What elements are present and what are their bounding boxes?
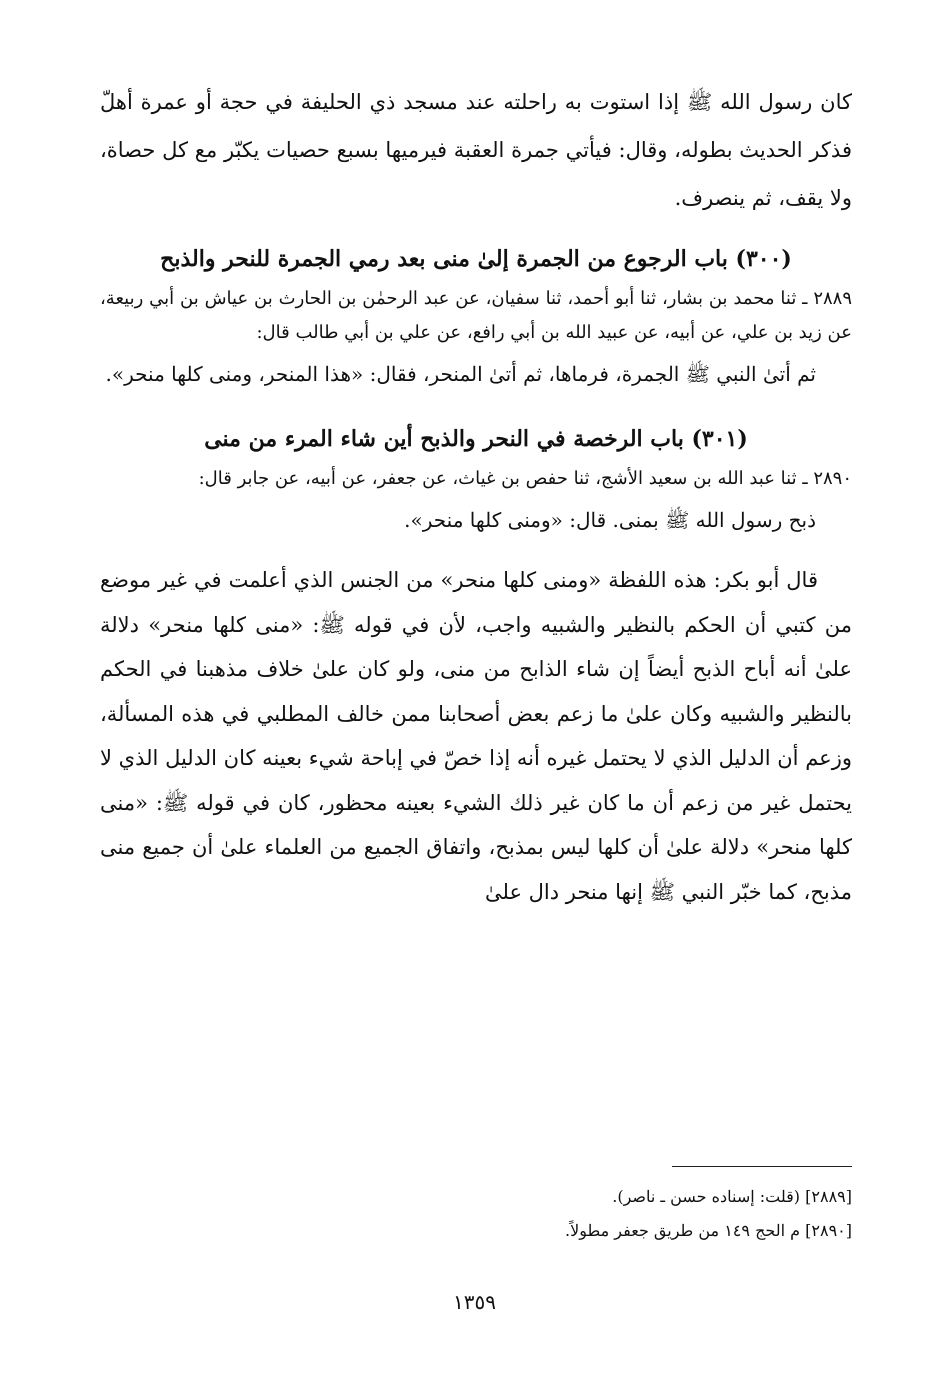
section-300-isnad: ٢٨٨٩ ـ ثنا محمد بن بشار، ثنا أبو أحمد، ثنا سفيان، عن عبد الرحمٰن بن الحارث بن عياش بن أبي ربيعة، عن زيد بن علي، عن أبيه، عن عبيد الله بن أبي رافع، عن علي بن أبي طالب قال: (100, 288, 852, 343)
page-number: ١٣٥٩ (453, 1290, 496, 1314)
footnotes (100, 1180, 852, 1248)
section-301-heading: (٣٠١) باب الرخصة في النحر والذبح أين شاء المرء من منى (204, 426, 748, 452)
section-301-isnad: ٢٨٩٠ ـ ثنا عبد الله بن سعيد الأشج، ثنا حفص بن غياث، عن جعفر، عن أبيه، عن جابر قال: (198, 468, 852, 489)
opening-paragraph: كان رسول الله ﷺ إذا استوت به راحلته عند مسجد ذي الحليفة في حجة أو عمرة أهلّ فذكر الحديث بطوله، وقال: فيأتي جمرة العقبة فيرميها بسبع حصيات يكبّر مع كل حصاة، ولا يقف، ثم ينصرف. (100, 90, 852, 210)
section-301-commentary: قال أبو بكر: هذه اللفظة «ومنى كلها منحر» من الجنس الذي أعلمت في غير موضع من كتبي أن الحكم بالنظير والشبيه واجب، لأن في قوله ﷺ: «منى كلها منحر» دلالة علىٰ أنه أباح الذبح أيضاً إن شاء الذابح من منى، ولو كان علىٰ خلاف مذهبنا في الحكم بالنظير والشبيه وكان علىٰ ما زعم بعض أصحابنا ممن خالف المطلبي في هذه المسألة، وزعم أن الدليل الذي لا يحتمل غيره أنه إذا خصّ في إباحة شيء بعينه كان الدليل الذي لا يحتمل غير من زعم أن ما كان غير ذلك الشيء بعينه محظور، كان في قوله ﷺ: «منى كلها منحر» دلالة علىٰ أن كلها ليس بمذبح، واتفاق الجميع من العلماء علىٰ أن جميع منى مذبح، كما خبّر النبي ﷺ إنها منحر دال علىٰ (100, 568, 852, 904)
page-body (100, 78, 852, 914)
footnote-2890: [٢٨٩٠] م الحج ١٤٩ من طريق جعفر مطولاً. (565, 1221, 852, 1240)
section-300-matn: ثم أتىٰ النبي ﷺ الجمرة، فرماها، ثم أتىٰ المنحر، فقال: «هذا المنحر، ومنى كلها منحر». (105, 362, 816, 386)
footnote-2889: [٢٨٨٩] (قلت: إسناده حسن ـ ناصر). (612, 1187, 852, 1206)
section-301-matn: ذبح رسول الله ﷺ بمنى. قال: «ومنى كلها منحر». (404, 508, 816, 532)
section-300-heading: (٣٠٠) باب الرجوع من الجمرة إلىٰ منى بعد رمي الجمرة للنحر والذبح (160, 246, 792, 272)
footnote-divider (672, 1166, 852, 1167)
